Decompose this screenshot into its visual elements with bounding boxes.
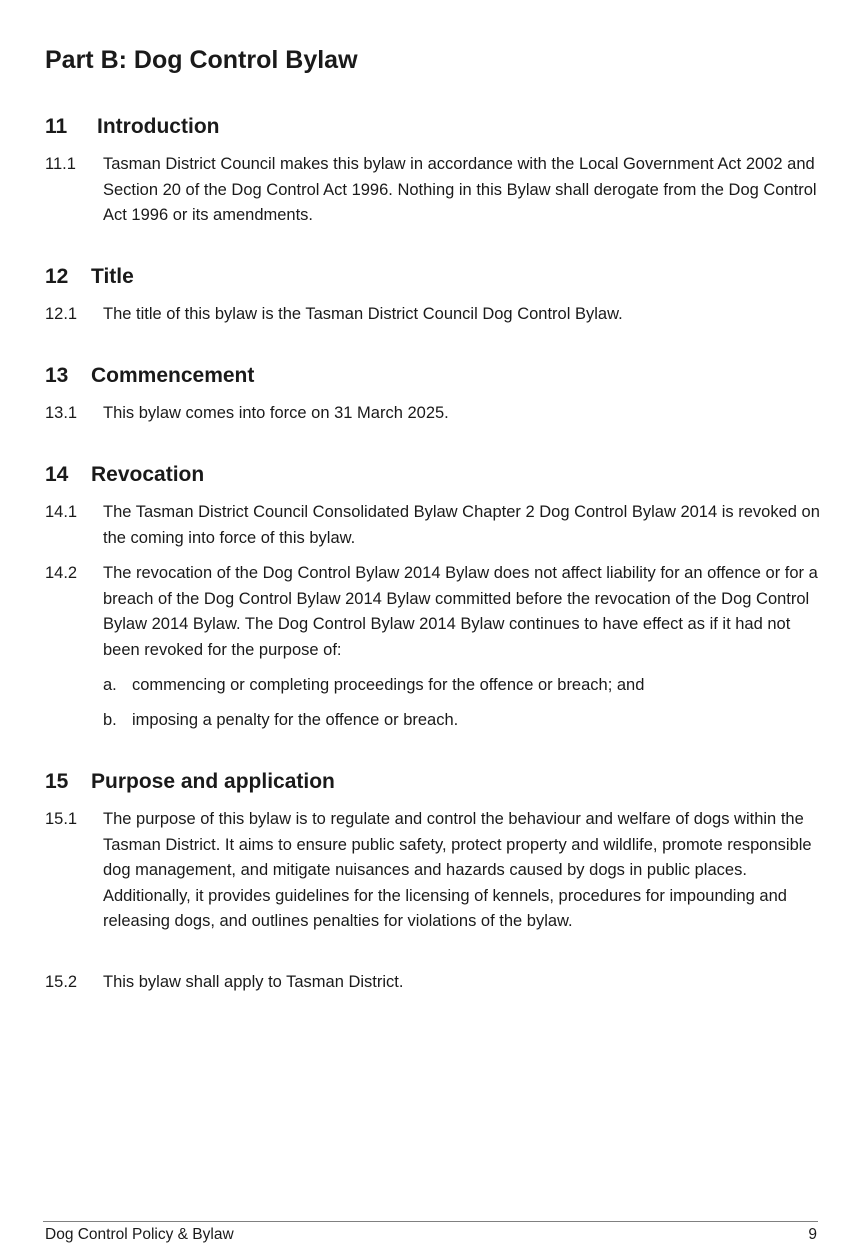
footer-divider (43, 1221, 818, 1222)
section-title: Title (91, 265, 134, 288)
paragraph-number: 15.2 (45, 973, 78, 991)
section-heading-title (45, 263, 134, 291)
paragraph-11-1 (45, 152, 820, 229)
paragraph-14-2 (45, 561, 820, 663)
paragraph-number: 11.1 (45, 155, 76, 173)
section-title: Commencement (91, 364, 255, 387)
paragraph-text: This bylaw shall apply to Tasman District. (103, 973, 404, 991)
paragraph-15-1 (45, 807, 820, 935)
list-item-label: b. (103, 711, 117, 729)
section-number: 12 (45, 265, 69, 288)
section-heading-revocation (45, 461, 204, 489)
section-heading-introduction (45, 113, 219, 141)
section-title: Revocation (91, 463, 205, 486)
footer-document-title: Dog Control Policy & Bylaw (45, 1226, 234, 1243)
page-title: Part B: Dog Control Bylaw (45, 46, 358, 74)
footer-page-number: 9 (808, 1226, 817, 1243)
paragraph-number: 12.1 (45, 305, 78, 323)
paragraph-number: 15.1 (45, 810, 78, 828)
paragraph-text: The purpose of this bylaw is to regulate and control the behaviour and welfare of dogs within the Tasman District. It aims to ensure public safety, protect property and wildlife, promote responsible dog management, and mitigate nuisances and hazards caused by dogs in public places. Additionally, it provides guidelines for the licensing of kennels, procedures for impounding and releasing dogs, and outlines penalties for violations of the bylaw. (103, 810, 812, 930)
section-number: 11 (45, 115, 68, 138)
list-item-text: imposing a penalty for the offence or breach. (132, 711, 459, 729)
paragraph-14-1 (45, 500, 820, 551)
section-title: Introduction (97, 115, 220, 138)
list-item-label: a. (103, 676, 117, 694)
paragraph-text: The title of this bylaw is the Tasman District Council Dog Control Bylaw. (103, 305, 623, 323)
paragraph-12-1 (45, 302, 820, 328)
section-number: 14 (45, 463, 69, 486)
paragraph-number: 14.1 (45, 503, 78, 521)
paragraph-text: Tasman District Council makes this bylaw in accordance with the Local Government Act 2002 and Section 20 of the Dog Control Act 1996. Nothing in this Bylaw shall derogate from the Dog Control Act 1996 or its amendments. (103, 155, 817, 224)
paragraph-13-1 (45, 401, 820, 427)
paragraph-15-2 (45, 970, 820, 996)
paragraph-text: This bylaw comes into force on 31 March 2025. (103, 404, 449, 422)
section-number: 15 (45, 770, 69, 793)
section-number: 13 (45, 364, 69, 387)
paragraph-text: The revocation of the Dog Control Bylaw 2014 Bylaw does not affect liability for an offence or for a breach of the Dog Control Bylaw 2014 Bylaw committed before the revocation of the Dog Control Bylaw 2014 Bylaw. The Dog Control Bylaw 2014 Bylaw continues to have effect as if it had not been revoked for the purpose of: (103, 564, 818, 659)
paragraph-number: 13.1 (45, 404, 78, 422)
section-heading-purpose-and-application (45, 768, 335, 796)
paragraph-number: 14.2 (45, 564, 78, 582)
section-title: Purpose and application (91, 770, 335, 793)
paragraph-text: The Tasman District Council Consolidated Bylaw Chapter 2 Dog Control Bylaw 2014 is revoked on the coming into force of this bylaw. (103, 503, 820, 547)
section-heading-commencement (45, 362, 254, 390)
list-item-14-2-b (103, 708, 823, 734)
list-item-14-2-a (103, 673, 823, 699)
list-item-text: commencing or completing proceedings for the offence or breach; and (132, 676, 645, 694)
